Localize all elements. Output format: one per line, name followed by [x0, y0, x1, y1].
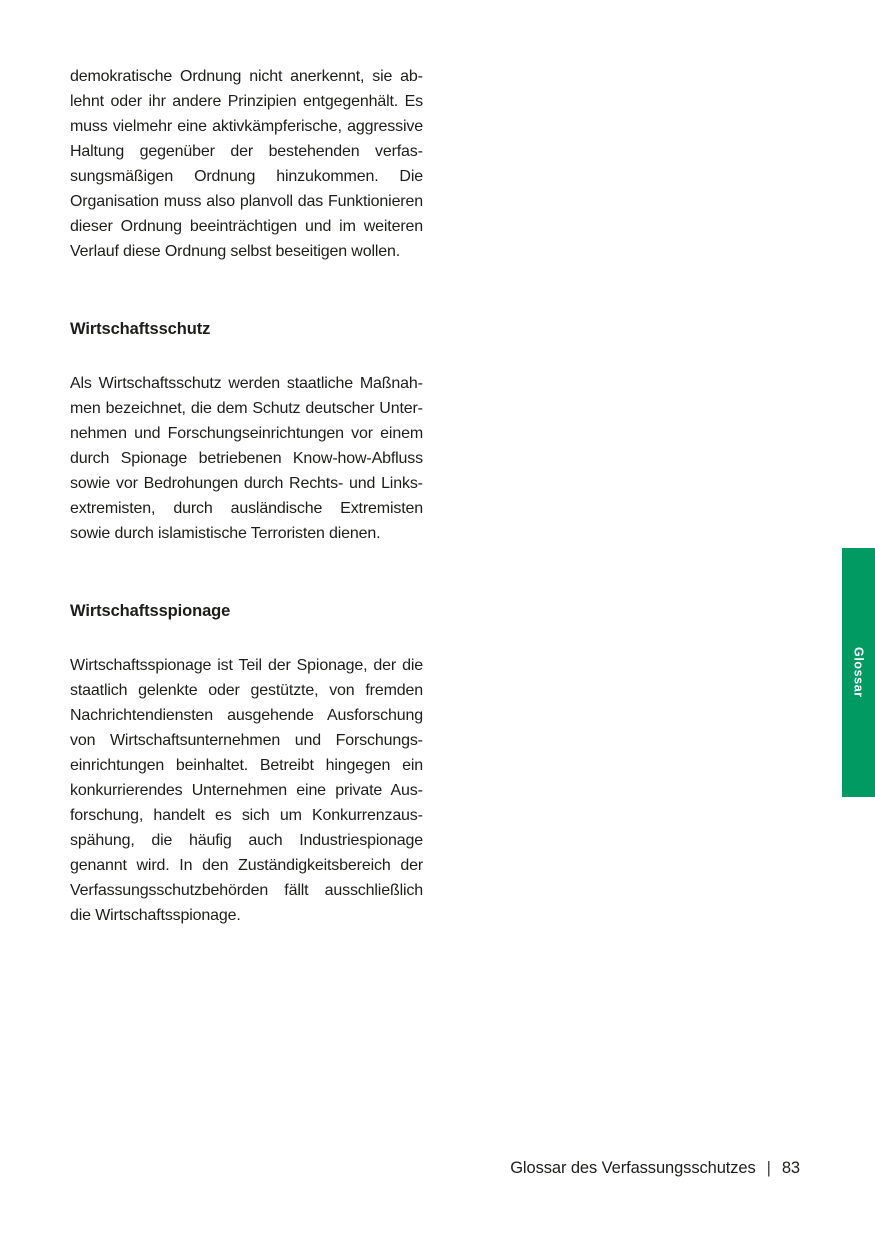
side-tab-label: Glossar [851, 647, 866, 698]
glossary-side-tab [842, 548, 875, 797]
entry-heading: Wirtschaftsspionage [70, 602, 231, 620]
glossary-entry-wirtschaftsschutz [70, 319, 423, 546]
paragraph-continued: demokratische Ordnung nicht anerkennt, sie ablehnt oder ihr andere Prinzipien entgegenhält. Es muss vielmehr eine aktivkämpferische, aggressive Haltung gegenüber der bestehenden verfassungsmäßigen Ordnung hinzukommen. Die Organisation muss also planvoll das Funktionieren dieser Ordnung beeinträchtigen und im weiteren Verlauf diese Ordnung selbst beseitigen wollen. [70, 68, 423, 260]
entry-body: Wirtschaftsspionage ist Teil der Spionage, der die staatlich gelenkte oder gestützte, von fremden Nachrichtendiensten ausgehende Ausforschung von Wirtschaftsunternehmen und Forschungseinrichtungen beinhaltet. Betreibt hingegen ein konkurrierendes Unternehmen eine private Ausforschung, handelt es sich um Konkurrenzausspähung, die häufig auch Industriespionage genannt wird. In den Zuständigkeitsbereich der Verfassungsschutzbehörden fällt ausschließlich die Wirtschaftsspionage. [70, 657, 423, 924]
glossary-entry-wirtschaftsspionage [70, 601, 423, 928]
glossary-text-column [70, 64, 423, 928]
footer-separator: | [766, 1159, 771, 1177]
page-footer [510, 1157, 800, 1179]
footer-title: Glossar des Verfassungsschutzes [510, 1159, 756, 1177]
entry-body: Als Wirtschaftsschutz werden staatliche Maßnahmen bezeichnet, die dem Schutz deutscher Unternehmen und Forschungseinrichtungen vor einem durch Spionage betriebenen Know-how-Abfluss sowie vor Bedrohungen durch Rechts- und Linksextremisten, durch ausländische Extremisten sowie durch islamistische Terroristen dienen. [70, 375, 423, 542]
entry-heading: Wirtschaftsschutz [70, 320, 211, 338]
page-number: 83 [781, 1159, 800, 1177]
